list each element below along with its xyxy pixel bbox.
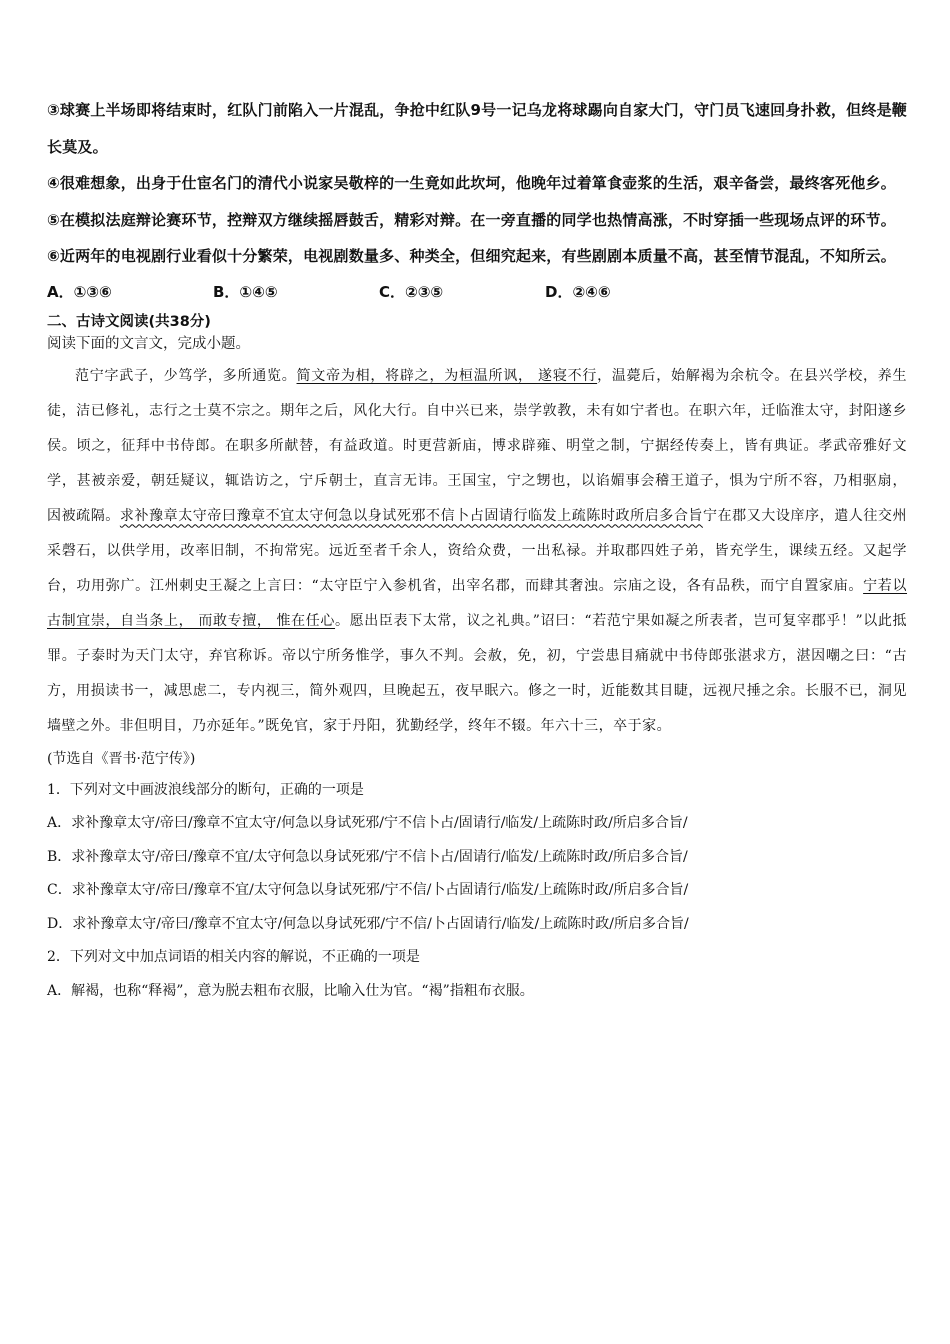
wavy-underlined-phrase: 求补豫章太守帝曰豫章不宜太守何急以身试死邪不信卜占固请行临发上疏陈时政所启多合旨	[119, 507, 703, 524]
item-6: ⑥近两年的电视剧行业看似十分繁荣，电视剧数量多、种类全，但细究起来，有些剧剧本质量不高，甚至情节混乱，不知所云。	[47, 247, 896, 265]
choice-a: A．①③⑥	[47, 282, 112, 301]
choice-d: D．②④⑥	[545, 282, 611, 301]
passage-source: (节选自《晋书·范宁传》)	[47, 750, 196, 767]
question-2-option-a: A．解褐，也称“释褐”，意为脱去粗布衣服，比喻入仕为官。“褐”指粗布衣服。	[47, 982, 534, 999]
passage-text-1: 范宁字武子，少笃学，多所通览。	[75, 367, 297, 384]
question-1-stem: 1．下列对文中画波浪线部分的断句，正确的一项是	[47, 781, 364, 798]
question-1-option-c: C．求补豫章太守/帝曰/豫章不宜/太守何急以身试死邪/宁不信/卜占固请行/临发/上疏陈时政/所启多合旨/	[47, 882, 689, 898]
passage-text-3: 宁在郡又大设庠序，遣人往交州采磬石，以供学用，改率旧制，不拘常宪。远近至者千余人，资给众费，一出私禄。并取郡四姓子弟，皆充学生，课续五经。又起学台，功用弥广。江州刺史王凝之上言曰：“太守臣宁入参机省，出宰名郡，而肆其奢浊。宗庙之设，各有品秩，而宁自置家庙。	[47, 507, 908, 594]
item-5: ⑤在模拟法庭辩论赛环节，控辩双方继续摇唇鼓舌，精彩对辩。在一旁直播的同学也热情高涨，不时穿插一些现场点评的环节。	[47, 210, 896, 229]
item-3: ③球赛上半场即将结束时，红队门前陷入一片混乱，争抢中红队9号一记乌龙将球踢向自家大门，守门员飞速回身扑救，但终是鞭长莫及。	[47, 101, 907, 156]
underlined-phrase-1: 简文帝为相，将辟之，为桓温所讽， 遂寝不行	[296, 367, 598, 384]
choice-c: C．②③⑤	[379, 282, 444, 301]
item-4: ④很难想象，出身于仕宦名门的清代小说家吴敬梓的一生竟如此坎坷，他晚年过着箪食壶浆的生活，艰辛备尝，最终客死他乡。	[47, 174, 896, 192]
underlined-phrase-2: 宁若以古制宜崇，自当条上， 而敢专擅， 惟在任心	[47, 577, 908, 629]
section-instruction: 阅读下面的文言文，完成小题。	[47, 335, 250, 352]
question-1-option-b: B．求补豫章太守/帝曰/豫章不宜/太守何急以身试死邪/宁不信卜占/固请行/临发/上疏陈时政/所启多合旨/	[47, 848, 688, 865]
question-2-stem: 2．下列对文中加点词语的相关内容的解说，不正确的一项是	[47, 949, 420, 965]
choice-b: B．①④⑤	[213, 282, 278, 301]
passage-text-2: ，温薨后，始解褐为余杭令。在县兴学校，养生徒，洁已修礼，志行之士莫不宗之。期年之后，风化大行。自中兴已来，崇学敦教，未有如宁者也。在职六年，迁临淮太守，封阳遂乡侯。顷之，征拜中书侍郎。在职多所献替，有益政道。时更营新庙，博求辟雍、明堂之制，宁据经传奏上，皆有典证。孝武帝雅好文学，甚被亲爱，朝廷疑议，辄诰访之，宁斥朝士，直言无讳。王国宝，宁之甥也，以谄媚事会稽王道子，惧为宁所不容，乃相驱扇， 因被疏隔。	[47, 367, 907, 524]
answer-choices	[47, 275, 907, 309]
question-1-option-d: D．求补豫章太守/帝曰/豫章不宜太守/何急以身试死邪/宁不信/卜占固请行/临发/上疏陈时政/所启多合旨/	[47, 915, 689, 932]
document-page	[47, 92, 907, 1008]
question-1-option-a: A．求补豫章太守/帝曰/豫章不宜太守/何急以身试死邪/宁不信卜占/固请行/临发/上疏陈时政/所启多合旨/	[47, 815, 688, 831]
classical-passage	[47, 359, 907, 744]
section-heading: 二、古诗文阅读(共38分)	[47, 313, 211, 330]
passage-text-4: 。愿出臣表下太常，议之礼典。”诏曰：“若范宁果如凝之所表者，岂可复宰郡乎！”以此抵罪。子泰时为天门太守，弃官称诉。帝以宁所务惟学，事久不判。会赦，免，初，宁尝患目痛就中书侍郎张湛求方，湛因嘲之曰：“古方，用损读书一，减思虑二，专内视三，简外观四，旦晚起五，夜早眠六。修之一时，近能数其目睫，远视尺捶之余。长服不已，洞见墙壁之外。非但明目，乃亦延年。”既免官，家于丹阳，犹勤经学，终年不辍。年六十三，卒于家。	[47, 612, 907, 734]
